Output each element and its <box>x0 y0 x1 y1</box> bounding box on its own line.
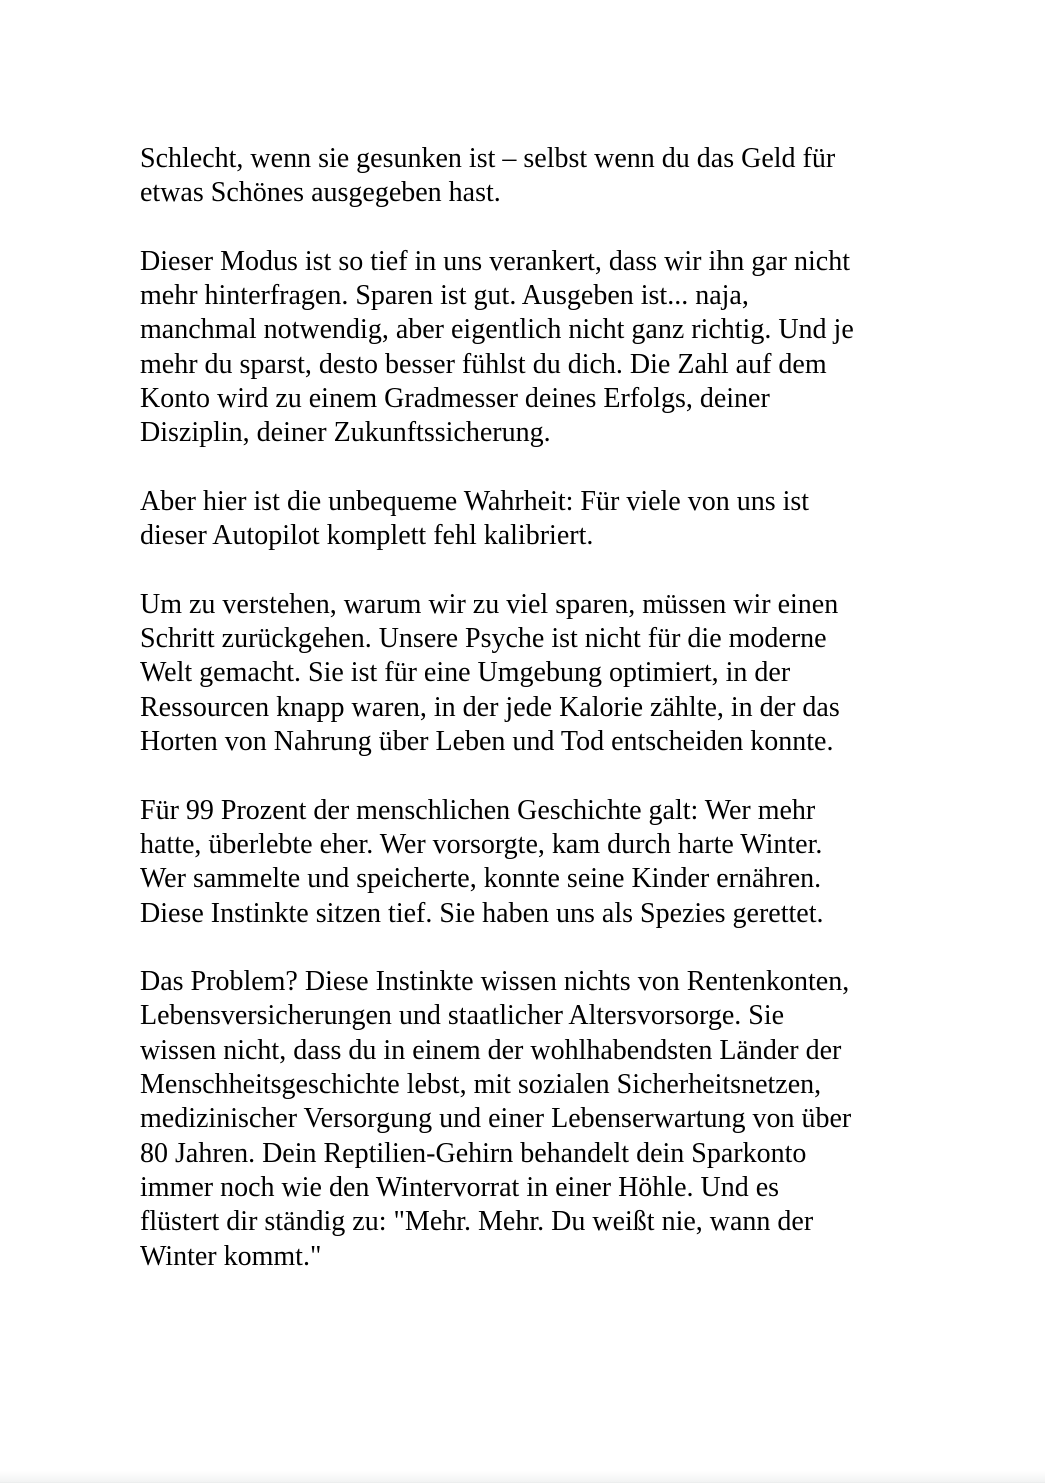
text-line: Schlecht, wenn sie gesunken ist – selbst wenn du das Geld für <box>140 143 836 174</box>
page-bottom-edge <box>0 1471 1045 1483</box>
text-line: Dieser Modus ist so tief in uns verankert, dass wir ihn gar nicht <box>140 245 850 277</box>
paragraph-2 <box>140 245 930 451</box>
text-line: Menschheitsgeschichte lebst, mit sozialen Sicherheitsnetzen, <box>140 1069 822 1101</box>
text-line: medizinischer Versorgung und einer Lebenserwartung von über <box>140 1103 852 1135</box>
text-line: Welt gemacht. Sie ist für eine Umgebung optimiert, in der <box>140 657 791 689</box>
text-line: etwas Schönes ausgegeben hast. <box>140 177 501 209</box>
text-line: Diese Instinkte sitzen tief. Sie haben uns als Spezies gerettet. <box>140 897 824 929</box>
text-line: Wer sammelte und speicherte, konnte seine Kinder ernähren. <box>140 863 822 895</box>
text-line: Um zu verstehen, warum wir zu viel sparen, müssen wir einen <box>140 588 839 620</box>
text-line: Aber hier ist die unbequeme Wahrheit: Für viele von uns ist <box>140 485 810 517</box>
text-line: hatte, überlebte eher. Wer vorsorgte, kam durch harte Winter. <box>140 828 823 860</box>
article-text <box>140 142 930 1274</box>
paragraph-5 <box>140 794 930 931</box>
paragraph-1 <box>140 142 930 211</box>
paragraph-3 <box>140 485 930 554</box>
paragraph-6 <box>140 965 930 1274</box>
text-line: immer noch wie den Wintervorrat in einer Höhle. Und es <box>140 1171 780 1203</box>
text-line: mehr du sparst, desto besser fühlst du dich. Die Zahl auf dem <box>140 348 827 380</box>
text-line: Disziplin, deiner Zukunftssicherung. <box>140 417 551 449</box>
text-line: Schritt zurückgehen. Unsere Psyche ist nicht für die moderne <box>140 623 827 655</box>
text-line: Winter kommt." <box>140 1240 322 1272</box>
text-line: Horten von Nahrung über Leben und Tod entscheiden konnte. <box>140 726 834 758</box>
text-line: flüstert dir ständig zu: "Mehr. Mehr. Du weißt nie, wann der <box>140 1206 814 1238</box>
paragraph-4 <box>140 588 930 759</box>
text-line: manchmal notwendig, aber eigentlich nicht ganz richtig. Und je <box>140 314 854 346</box>
text-line: Lebensversicherungen und staatlicher Altersvorsorge. Sie <box>140 1000 785 1032</box>
text-line: wissen nicht, dass du in einem der wohlhabendsten Länder der <box>140 1034 842 1066</box>
text-line: 80 Jahren. Dein Reptilien-Gehirn behandelt dein Sparkonto <box>140 1137 807 1169</box>
text-line: Das Problem? Diese Instinkte wissen nichts von Rentenkonten, <box>140 966 850 998</box>
text-line: Ressourcen knapp waren, in der jede Kalorie zählte, in der das <box>140 691 840 723</box>
text-line: dieser Autopilot komplett fehl kalibriert. <box>140 520 594 552</box>
text-line: Für 99 Prozent der menschlichen Geschichte galt: Wer mehr <box>140 794 816 826</box>
text-line: mehr hinterfragen. Sparen ist gut. Ausgeben ist... naja, <box>140 280 749 312</box>
text-line: Konto wird zu einem Gradmesser deines Erfolgs, deiner <box>140 383 770 415</box>
